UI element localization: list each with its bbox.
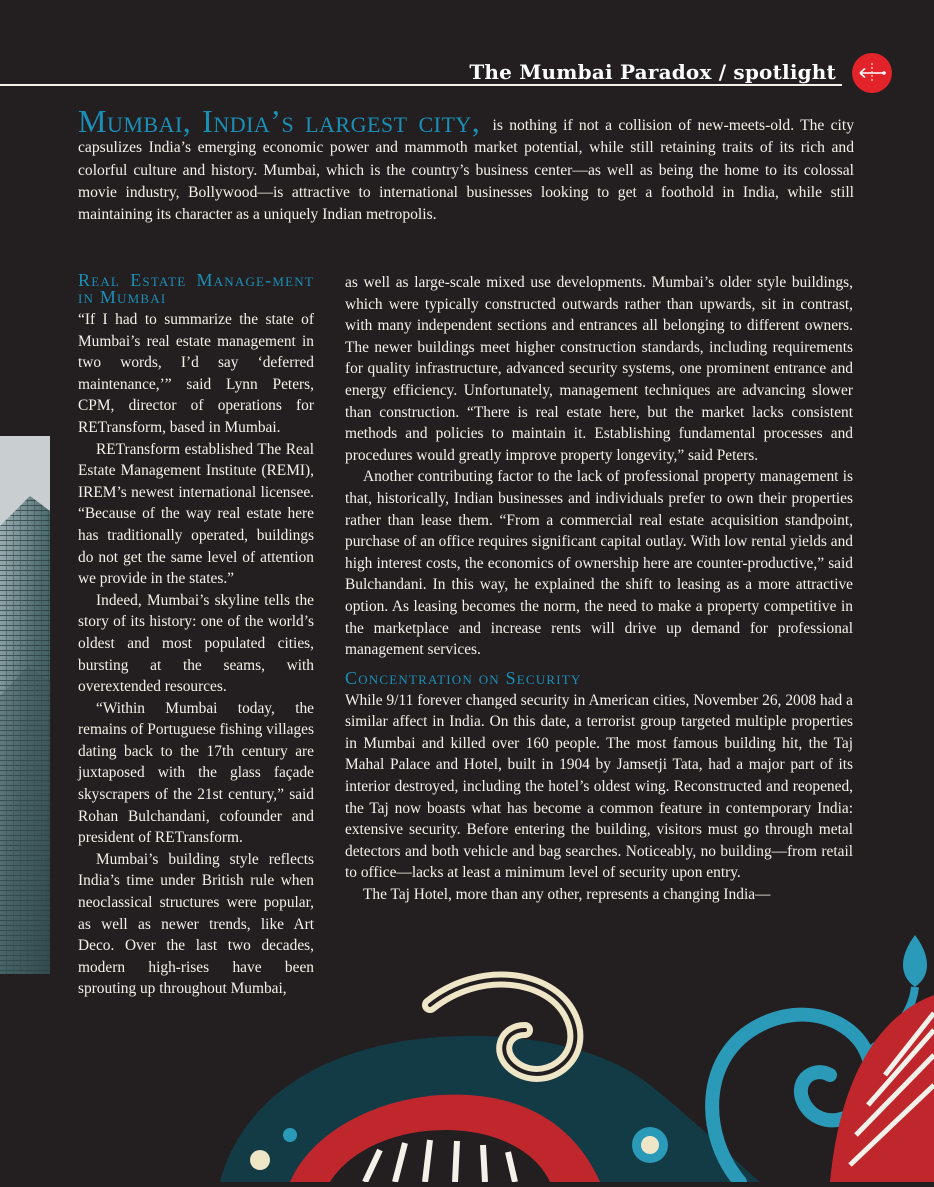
left-column (78, 272, 314, 1000)
paragraph: Indeed, Mumbai’s skyline tells the story of its history: one of the world’s oldest and most populated cities, bursting at the seams, with overextended resources. (78, 591, 314, 696)
skyscraper-photo (0, 436, 50, 974)
paragraph: as well as large-scale mixed use developments. Mumbai’s older style buildings, which were typically constructed outwards rather than upwards, sit in contrast, with many independent sections and entrances all belonging to different owners. The newer buildings meet higher construction standards, including requirements for quality infrastructure, advanced security systems, one prominent entrance and energy efficiency. Unfortunately, management techniques are advancing slower than construction. “There is real estate here, but the market lacks consistent methods and policies to maintain it. Establishing fundamental processes and procedures would greatly improve property longevity,” said Peters. (345, 274, 853, 464)
header-rule (0, 84, 842, 86)
right-column (345, 272, 853, 906)
paisley-ornament (180, 935, 934, 1182)
paragraph: “Within Mumbai today, the remains of Portuguese fishing villages dating back to the 17th century are juxtaposed with the glass façade skyscrapers of the 21st century,” said Rohan Bulchandani, cofounder and president of RETransform. (78, 699, 314, 847)
intro-text: is nothing if not a collision of new-meets-old. The city capsulizes India’s emerging economic power and mammoth market potential, while still retaining traits of its rich and colorful culture and history. Mumbai, which is the country’s business center—as well as being the home to its colossal movie industry, Bollywood—is attractive to international businesses looking to get a foothold in India, while still maintaining its character as a uniquely Indian metropolis. (78, 117, 854, 224)
section-heading-real-estate: Real Estate Manage-ment in Mumbai (78, 270, 314, 307)
page-header-title: The Mumbai Paradox / spotlight (469, 60, 836, 84)
paragraph: Another contributing factor to the lack of professional property management is that, historically, Indian businesses and individuals prefer to own their properties rather than lease them. “From a commercial real estate acquisition standpoint, purchase of an office requires significant capital outlay. With low rental yields and high interest costs, the economics of ownership here are counter-productive,” said Bulchandani. In this way, he explained the shift to leasing as a more attractive option. As leasing becomes the norm, the need to make a property competitive in the marketplace and increase rents will drive up demand for professional management services. (345, 468, 853, 659)
arrow-compass-icon (852, 53, 892, 93)
intro-paragraph (78, 103, 854, 226)
paragraph: Mumbai’s building style reflects India’s time under British rule when neoclassical structures were popular, as well as newer trends, like Art Deco. Over the last two decades, modern high-rises have been sprouting up throughout Mumbai, (78, 850, 314, 998)
intro-lead: Mumbai, India’s largest city, (78, 103, 481, 139)
section-heading-security: Concentration on Security (345, 667, 582, 688)
paragraph: RETransform established The Real Estate Management Institute (REMI), IREM’s newest international licensee. “Because of the way real estate here has traditionally operated, buildings do not get the same level of attention we provide in the states.” (78, 440, 314, 588)
paragraph: The Taj Hotel, more than any other, represents a changing India— (363, 886, 771, 904)
paragraph: While 9/11 forever changed security in American cities, November 26, 2008 had a similar affect in India. On this date, a terrorist group targeted multiple properties in Mumbai and killed over 160 people. The most famous building hit, the Taj Mahal Palace and Hotel, built in 1904 by Jamsetji Tata, had a major part of its interior destroyed, including the hotel’s oldest wing. Reconstructed and reopened, the Taj now boasts what has become a common feature in contemporary India: extensive security. Before entering the building, visitors must go through metal detectors and both vehicle and bag searches. Noticeably, no building—from retail to office—lacks at least a minimum level of security upon entry. (345, 691, 853, 882)
paragraph: “If I had to summarize the state of Mumbai’s real estate management in two words, I’d say ‘deferred maintenance,’” said Lynn Peters, CPM, director of operations for RETransform, based in Mumbai. (78, 311, 314, 436)
